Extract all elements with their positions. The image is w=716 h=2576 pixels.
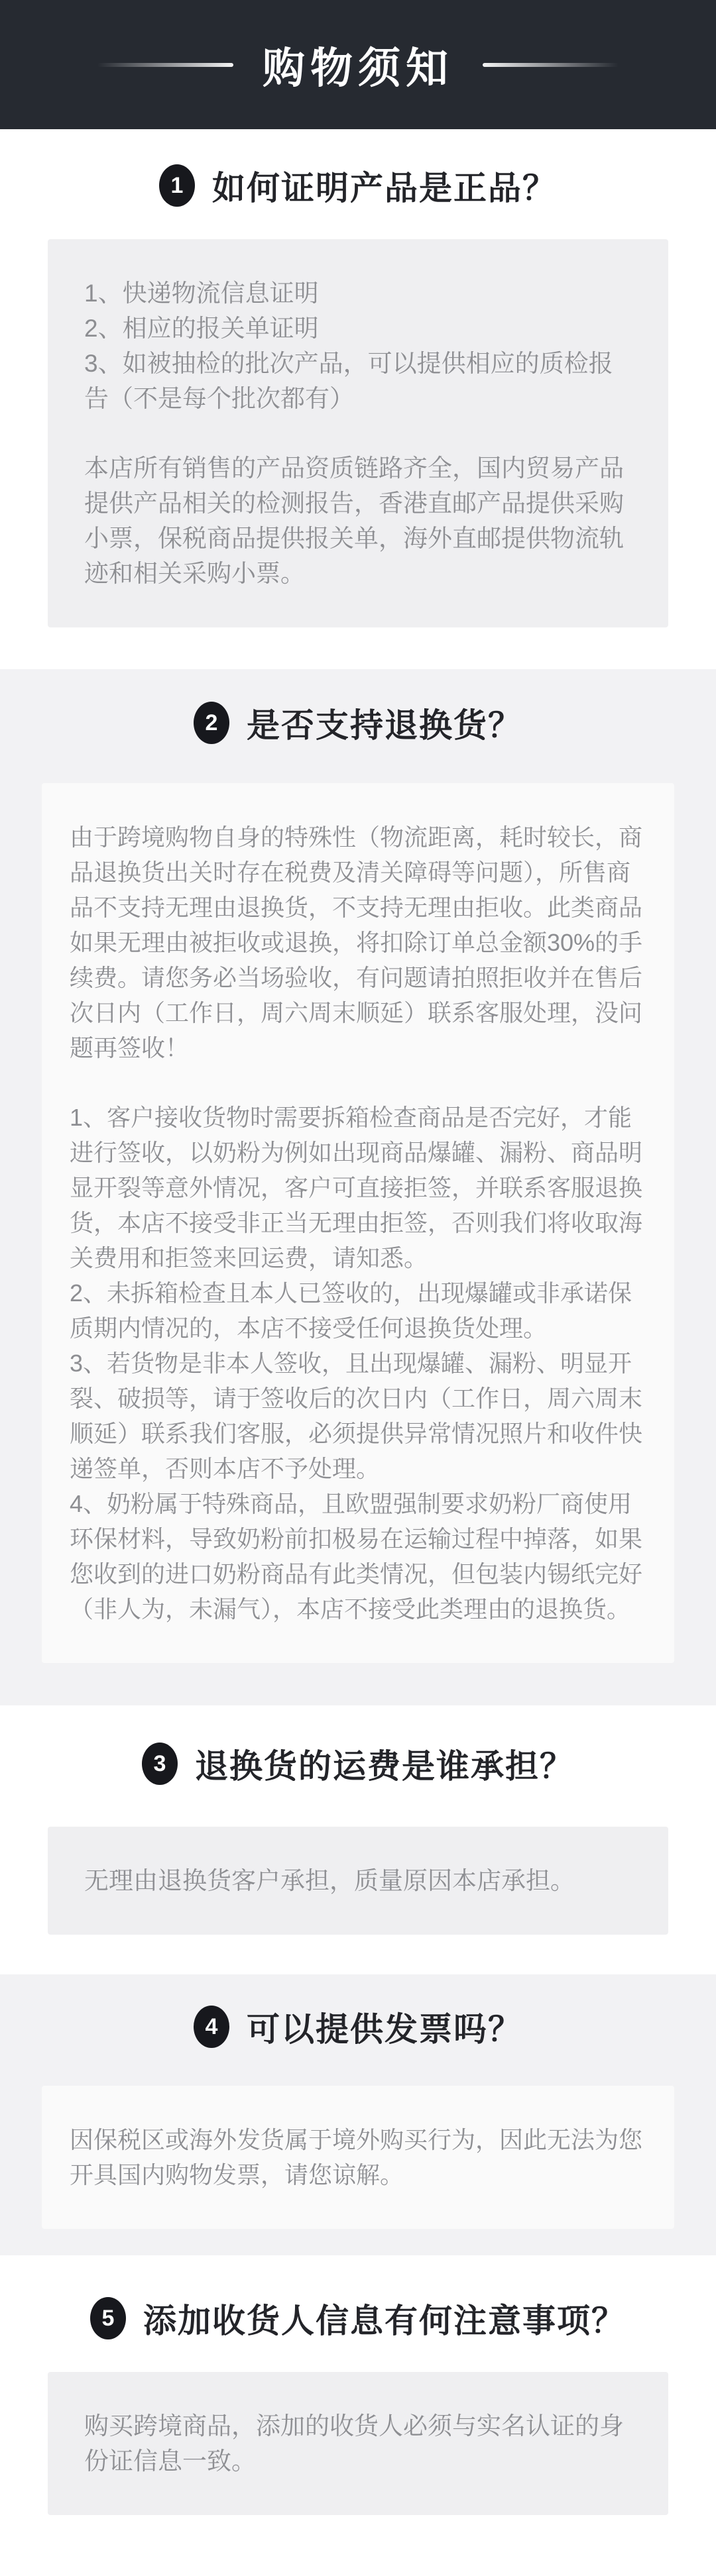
badge-number: 1 [170,172,184,198]
number-badge-4 [194,2006,229,2048]
text-line: 3、如被抽检的批次产品，可以提供相应的质检报告（不是每个批次都有） [84,350,613,412]
text-line: 1、客户接收货物时需要拆箱检查商品是否完好，才能进行签收，以奶粉为例如出现商品爆罐、漏粉、商品明显开裂等意外情况，客户可直接拒签，并联系客服退换货，本店不接受非正当无理由拒签，否则我们将收取海关费用和拒签来回运费，请知悉。 [70,1104,643,1271]
section-invoice [0,2005,716,2229]
question-heading-4 [0,2005,716,2049]
answer-paragraph [70,820,646,1065]
section-recipient-info [0,2296,716,2515]
answer-box-3 [48,1827,668,1935]
question-heading-2 [0,701,716,745]
question-heading-5 [0,2296,716,2340]
number-badge-1 [159,164,195,207]
answer-paragraph [84,1863,632,1898]
badge-number: 2 [205,710,218,735]
question-text-1: 如何证明产品是正品？ [212,170,557,207]
section-returns-policy [0,701,716,1663]
text-line: 购买跨境商品，添加的收货人必须与实名认证的身份证信息一致。 [84,2412,624,2475]
answer-box-2 [42,783,674,1663]
answer-box-4 [42,2086,674,2229]
text-line: 2、相应的报关单证明 [84,315,319,342]
answer-paragraph [84,276,632,416]
text-line: 由于跨境购物自身的特殊性（物流距离，耗时较长，商品退换货出关时存在税费及清关障碍等问题），所售商品不支持无理由退换货，不支持无理由拒收。此类商品如果无理由被拒收或退换，将扣除订单总金额30%的手续费。请您务必当场验收，有问题请拍照拒收并在售后次日内（工作日，周六周末顺延）联系客服处理，没问题再签收！ [70,824,643,1061]
question-text-5: 添加收货人信息有何注意事项？ [143,2302,626,2339]
badge-number: 3 [153,1750,166,1776]
number-badge-2 [194,702,229,744]
text-line: 2、未拆箱检查且本人已签收的，出现爆罐或非承诺保质期内情况的，本店不接受任何退换货处理。 [70,1279,632,1342]
number-badge-3 [142,1743,178,1785]
question-text-4: 可以提供发票吗？ [247,2011,522,2048]
page-title: 购物须知 [263,44,453,92]
text-line: 无理由退换货客户承担，质量原因本店承担。 [84,1867,575,1894]
header-divider-left [97,63,233,67]
hero-banner [0,0,716,129]
text-line: 本店所有销售的产品资质链路齐全，国内贸易产品提供产品相关的检测报告，香港直邮产品提供采购小票，保税商品提供报关单，海外直邮提供物流轨迹和相关采购小票。 [84,455,624,587]
answer-paragraph [84,2408,632,2479]
text-line: 3、若货物是非本人签收，且出现爆罐、漏粉、明显开裂、破损等，请于签收后的次日内（工作日，周六周末顺延）联系我们客服，必须提供异常情况照片和收件快递签单，否则本店不予处理。 [70,1350,643,1482]
text-line: 因保税区或海外发货属于境外购买行为，因此无法为您开具国内购物发票，请您谅解。 [70,2126,643,2188]
badge-number: 5 [101,2305,115,2331]
question-heading-1 [0,164,716,207]
section-authenticity [0,164,716,627]
header-divider-right [483,63,619,67]
answer-paragraph [84,451,632,591]
badge-number: 4 [205,2013,218,2039]
answer-box-5 [48,2372,668,2515]
section-band-2 [0,669,716,1705]
number-badge-5 [90,2297,126,2339]
section-return-shipping-fee [0,1742,716,1935]
question-text-3: 退换货的运费是谁承担？ [195,1748,574,1785]
text-line: 4、奶粉属于特殊商品，且欧盟强制要求奶粉厂商使用环保材料，导致奶粉前扣极易在运输过程中掉落，如果您收到的进口奶粉商品有此类情况，但包装内锡纸完好（非人为，未漏气），本店不接受此类理由的退换货。 [70,1490,643,1623]
answer-paragraph [70,2122,646,2192]
text-line: 1、快递物流信息证明 [84,280,319,307]
answer-paragraph [70,1100,646,1627]
answer-box-1 [48,239,668,627]
question-heading-3 [0,1742,716,1786]
question-text-2: 是否支持退换货？ [247,707,522,744]
section-band-4 [0,1974,716,2255]
